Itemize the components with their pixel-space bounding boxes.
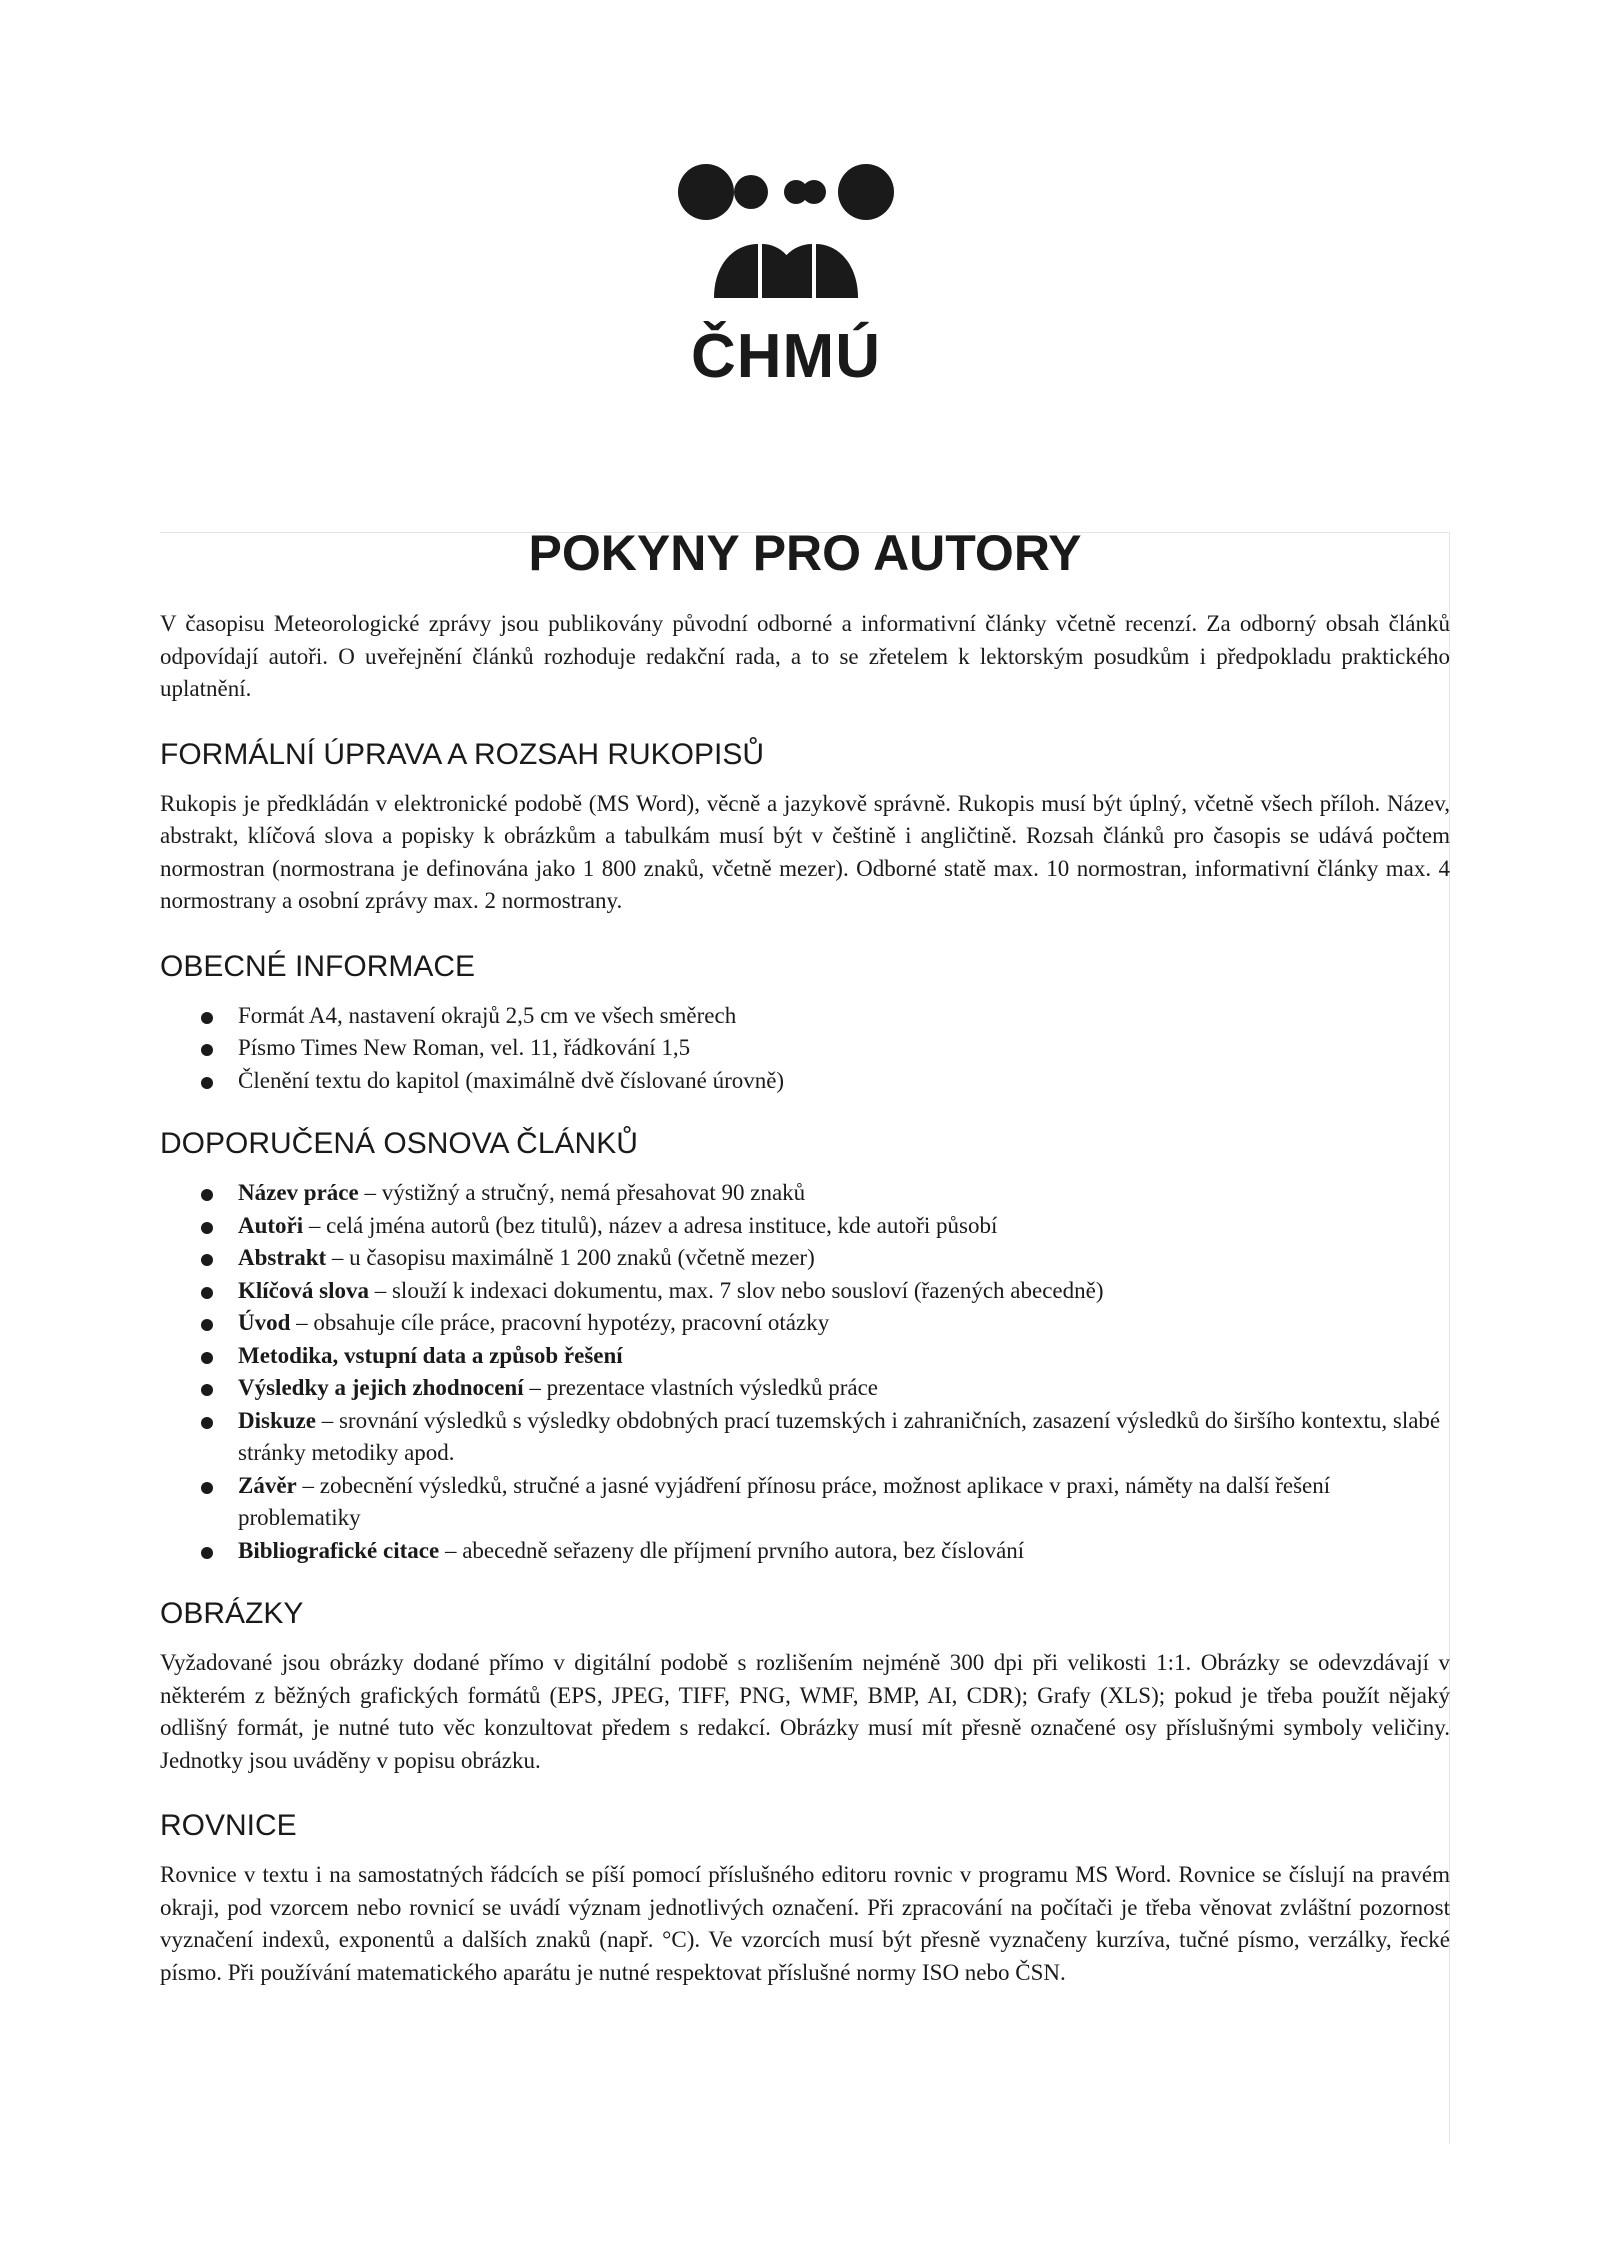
bullet-icon <box>201 1254 213 1266</box>
logo-wordmark: ČHMÚ <box>691 322 881 391</box>
bullet-icon <box>201 1319 213 1331</box>
chmu-logo-icon <box>678 148 894 318</box>
bullet-icon <box>201 1417 213 1429</box>
bullet-icon <box>201 1287 213 1299</box>
chmu-logo <box>678 148 894 408</box>
section-heading-figures: OBRÁZKY <box>160 1597 304 1630</box>
list-item: Název práce – výstižný a stručný, nemá přesahovat 90 znaků <box>238 1177 1450 1210</box>
section-heading-outline: DOPORUČENÁ OSNOVA ČLÁNKŮ <box>160 1127 638 1160</box>
list-item: Výsledky a jejich zhodnocení – prezentace vlastních výsledků práce <box>238 1372 1450 1405</box>
list-item: Závěr – zobecnění výsledků, stručné a jasné vyjádření přínosu práce, možnost aplikace v praxi, náměty na další řešení problematiky <box>238 1470 1450 1535</box>
bullet-icon <box>201 1222 213 1234</box>
bullet-icon <box>201 1384 213 1396</box>
list-item: Formát A4, nastavení okrajů 2,5 cm ve všech směrech <box>238 1000 1450 1033</box>
bullet-icon <box>201 1352 213 1364</box>
document-body <box>160 520 1450 2019</box>
list-item: Členění textu do kapitol (maximálně dvě číslované úrovně) <box>238 1065 1450 1098</box>
bullet-icon <box>201 1547 213 1559</box>
bullet-icon <box>201 1012 213 1024</box>
intro-paragraph: V časopisu Meteorologické zprávy jsou publikovány původní odborné a informativní články včetně recenzí. Za odborný obsah článků odpovídají autoři. O uveřejnění článků rozhoduje redakční rada, a to se zřetelem k lektorským posudkům i předpokladu praktického uplatnění. <box>160 611 1450 701</box>
general-list <box>160 1000 1450 1098</box>
list-item: Písmo Times New Roman, vel. 11, řádkování 1,5 <box>238 1032 1450 1065</box>
formal-paragraph: Rukopis je předkládán v elektronické podobě (MS Word), věcně a jazykově správně. Rukopis musí být úplný, včetně všech příloh. Název, abstrakt, klíčová slova a popisky k obrázkům a tabulkám musí být v češtině i angličtině. Rozsah článků pro časopis se udává počtem normostran (normostrana je definována jako 1 800 znaků, včetně mezer). Odborné statě max. 10 normostran, informativní články max. 4 normostrany a osobní zprávy max. 2 normostrany. <box>160 790 1450 913</box>
list-item: Bibliografické citace – abecedně seřazeny dle příjmení prvního autora, bez číslování <box>238 1535 1450 1568</box>
list-item: Úvod – obsahuje cíle práce, pracovní hypotézy, pracovní otázky <box>238 1307 1450 1340</box>
list-item: Metodika, vstupní data a způsob řešení <box>238 1340 1450 1373</box>
list-item: Diskuze – srovnání výsledků s výsledky obdobných prací tuzemských i zahraničních, zasazení výsledků do širšího kontextu, slabé stránky metodiky apod. <box>238 1405 1450 1470</box>
page-title: POKYNY PRO AUTORY <box>528 525 1082 581</box>
list-item: Autoři – celá jména autorů (bez titulů), název a adresa instituce, kde autoři působí <box>238 1210 1450 1243</box>
section-heading-equations: ROVNICE <box>160 1809 297 1842</box>
bullet-icon <box>201 1482 213 1494</box>
outline-list <box>160 1177 1450 1567</box>
bullet-icon <box>201 1044 213 1056</box>
list-item: Klíčová slova – slouží k indexaci dokumentu, max. 7 slov nebo sousloví (řazených abecedně) <box>238 1275 1450 1308</box>
equations-paragraph: Rovnice v textu i na samostatných řádcích se píší pomocí příslušného editoru rovnic v programu MS Word. Rovnice se číslují na pravém okraji, pod vzorcem nebo rovnicí se uvádí význam jednotlivých označení. Při zpracování na počítači je třeba věnovat zvláštní pozornost vyznačení indexů, exponentů a dalších znaků (např. °C). Ve vzorcích musí být přesně vyznačeny kurzíva, tučné písmo, verzálky, řecké písmo. Při používání matematického aparátu je nutné respektovat příslušné normy ISO nebo ČSN. <box>160 1862 1450 1985</box>
figures-paragraph: Vyžadované jsou obrázky dodané přímo v digitální podobě s rozlišením nejméně 300 dpi při velikosti 1:1. Obrázky se odevzdávají v některém z běžných grafických formátů (EPS, JPEG, TIFF, PNG, WMF, BMP, AI, CDR); Grafy (XLS); pokud je třeba použít nějaký odlišný formát, je nutné tuto věc konzultovat předem s redakcí. Obrázky musí mít přesně označené osy příslušnými symboly veličiny. Jednotky jsou uváděny v popisu obrázku. <box>160 1650 1450 1773</box>
section-heading-general: OBECNÉ INFORMACE <box>160 949 476 983</box>
bullet-icon <box>201 1077 213 1089</box>
bullet-icon <box>201 1189 213 1201</box>
list-item: Abstrakt – u časopisu maximálně 1 200 znaků (včetně mezer) <box>238 1242 1450 1275</box>
section-heading-formal: FORMÁLNÍ ÚPRAVA A ROZSAH RUKOPISŮ <box>160 737 765 771</box>
